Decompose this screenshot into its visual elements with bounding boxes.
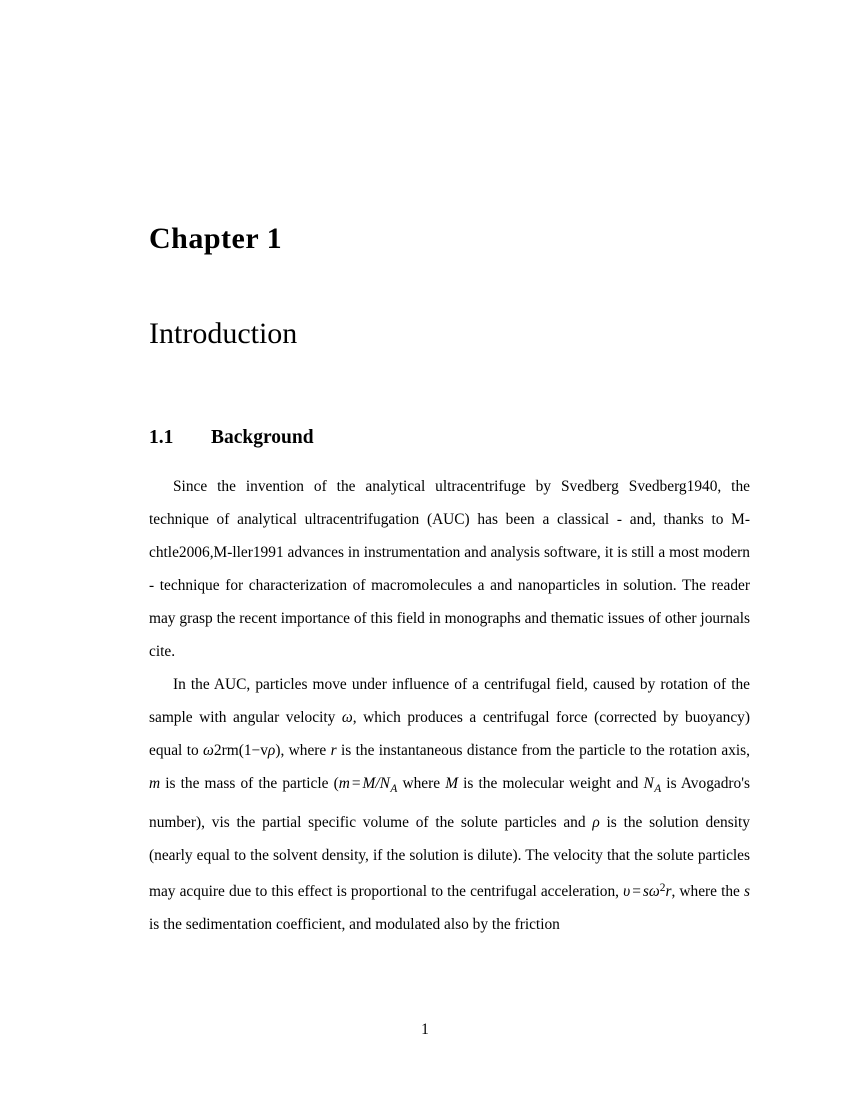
symbol-subscript-A: A	[390, 782, 398, 795]
par2-text-9: is the molecular weight and	[458, 775, 644, 793]
par2-text-13: , where the	[671, 882, 744, 900]
par2-text-2: , which produces a centrifugal force (corrected by buoyancy) equal to	[149, 709, 750, 760]
symbol-upsilon: υ	[623, 882, 631, 900]
par2-text-11: is the solution density (nearly equal to the solvent density, if the solution is dilute). The velocity that the solute particles may acquire due to this effect is proportional to the centrifugal acceleration,	[149, 813, 750, 900]
symbol-equals: =	[351, 775, 361, 793]
symbol-M: M	[362, 775, 376, 793]
symbol-omega: ω	[203, 742, 214, 760]
symbol-rho: ρ	[267, 742, 276, 760]
symbol-subscript-A: A	[654, 782, 662, 795]
par2-text-6: is the instantaneous distance from the particle to the rotation axis,	[336, 742, 750, 760]
symbol-rho: ρ	[592, 813, 600, 831]
symbol-N: N	[379, 775, 390, 793]
symbol-N: N	[643, 775, 654, 793]
par2-text-10: is Avogadro's number), vis the partial specific volume of the solute particles and	[149, 775, 750, 831]
symbol-omega: ω	[341, 709, 353, 727]
par2-text-3: 2rm(1	[213, 742, 252, 760]
section-heading	[149, 350, 750, 449]
symbol-m: m	[338, 775, 350, 793]
par2-text-1: In the AUC, particles move under influence of a centrifugal field, caused by rotation of the sample with angular velocity	[149, 676, 750, 727]
par2-text-15: is the sedimentation coefficient, and modulated also by the friction	[149, 915, 560, 933]
par2-text-5: ), where	[275, 742, 331, 760]
symbol-m: m	[149, 775, 161, 793]
symbol-equals: =	[632, 882, 641, 900]
symbol-r: r	[665, 882, 672, 900]
symbol-minus: −	[251, 742, 261, 760]
chapter-label: Chapter 1	[149, 222, 283, 255]
par2-text-4: v	[260, 742, 268, 760]
section-number: 1.1	[149, 427, 174, 448]
symbol-omega: ω	[648, 882, 660, 900]
symbol-r: r	[330, 742, 337, 760]
paragraph-background-history: Since the invention of the analytical ultracentrifuge by Svedberg Svedberg1940, the technique of analytical ultracentrifugation (AUC) has been a classical - and, thanks to M-chtle2006,M-ller1991 advances in instrumentation and analysis software, it is still a most modern - technique for characterization of macromolecules a and nanoparticles in solution. The reader may grasp the recent importance of this field in monographs and thematic issues of other journals cite.	[149, 478, 750, 661]
par2-text-8: where	[397, 775, 446, 793]
par2-text-7: is the mass of the particle (	[160, 775, 339, 793]
symbol-superscript-2: 2	[659, 881, 666, 894]
paragraph-auc-theory	[149, 668, 750, 940]
page-number: 1	[421, 1021, 429, 1038]
chapter-title: Introduction	[149, 317, 298, 350]
symbol-s: s	[642, 882, 649, 900]
section-title: Background	[211, 427, 314, 448]
page-content-column	[149, 0, 750, 941]
symbol-slash: /	[375, 775, 380, 793]
symbol-s: s	[743, 882, 750, 900]
symbol-M: M	[445, 775, 459, 793]
